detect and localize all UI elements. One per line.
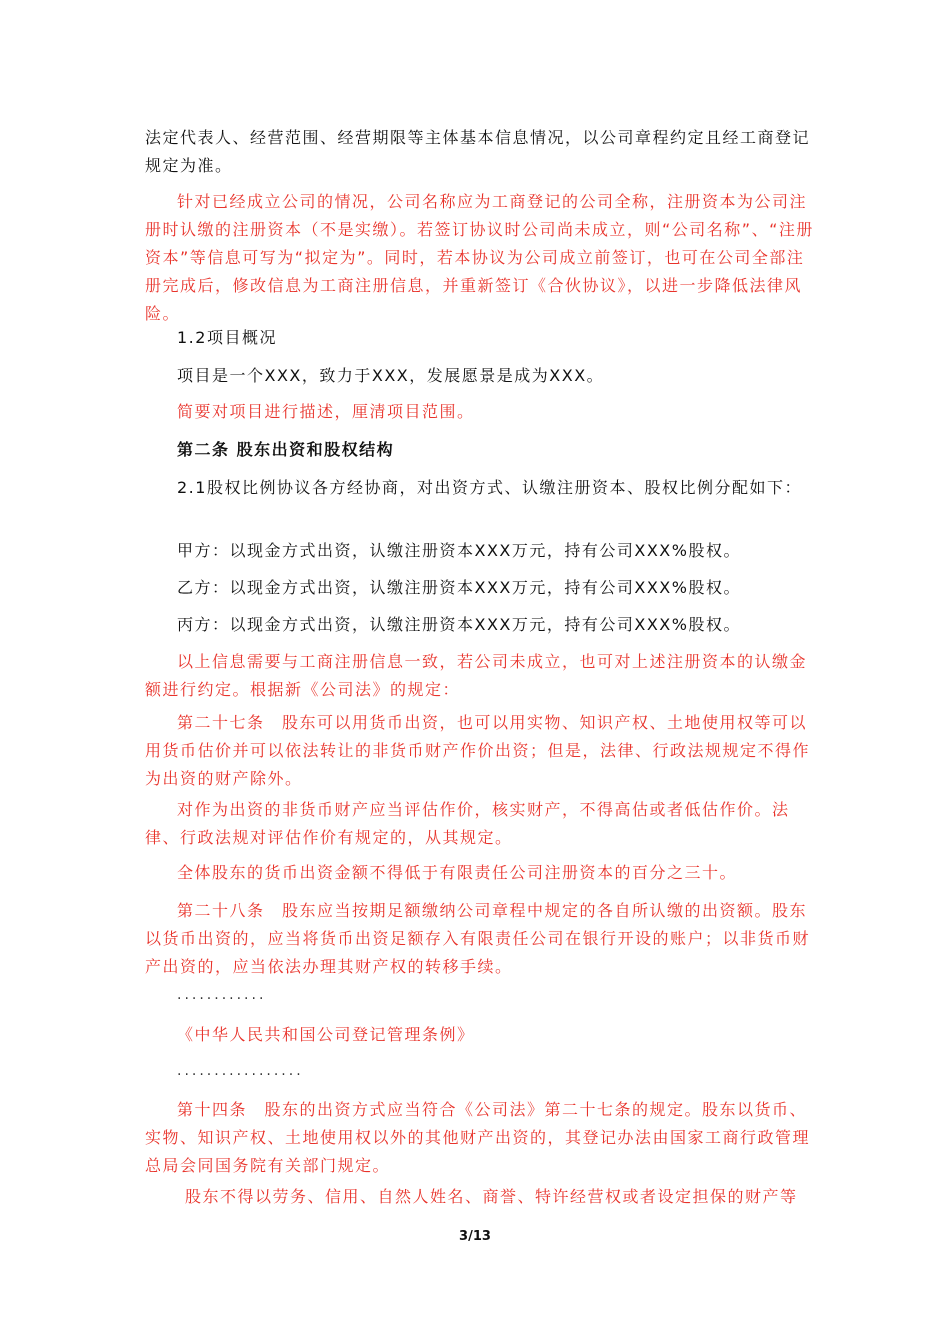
paragraph-equity-ratio: 2.1股权比例协议各方经协商，对出资方式、认缴注册资本、股权比例分配如下： bbox=[177, 478, 802, 497]
note-project-description: 简要对项目进行描述，厘清项目范围。 bbox=[177, 402, 475, 421]
law-article-28: 第二十八条 股东应当按期足额缴纳公司章程中规定的各自所认缴的出资额。股东以货币出资的，应当将货币出资足额存入有限责任公司在银行开设的账户；以非货币财产出资的，应当依法办理其财产权的转移手续。 bbox=[145, 901, 811, 976]
regulation-title: 《中华人民共和国公司登记管理条例》 bbox=[177, 1025, 475, 1044]
law-article-27: 第二十七条 股东可以用货币出资，也可以用实物、知识产权、土地使用权等可以用货币估价并可以依法转让的非货币财产作价出资；但是，法律、行政法规规定不得作为出资的财产除外。 bbox=[145, 713, 811, 788]
regulation-article-14-restriction: 股东不得以劳务、信用、自然人姓名、商誉、特许经营权或者设定担保的财产等 bbox=[185, 1187, 798, 1206]
note-registration-consistency: 以上信息需要与工商注册信息一致，若公司未成立，也可对上述注册资本的认缴金额进行约定。根据新《公司法》的规定： bbox=[145, 652, 808, 699]
law-article-27-valuation: 对作为出资的非货币财产应当评估作价，核实财产，不得高估或者低估作价。法律、行政法规对评估作价有规定的，从其规定。 bbox=[145, 800, 790, 847]
party-a-contribution: 甲方：以现金方式出资，认缴注册资本XXX万元，持有公司XXX%股权。 bbox=[177, 541, 741, 560]
ellipsis-separator-1: ............ bbox=[177, 987, 267, 1003]
article-2-heading: 第二条 股东出资和股权结构 bbox=[177, 440, 395, 459]
page-number: 3/13 bbox=[459, 1229, 491, 1244]
ellipsis-separator-2: ................. bbox=[177, 1063, 304, 1079]
law-article-27-cash-ratio: 全体股东的货币出资金额不得低于有限责任公司注册资本的百分之三十。 bbox=[177, 863, 738, 882]
party-b-contribution: 乙方：以现金方式出资，认缴注册资本XXX万元，持有公司XXX%股权。 bbox=[177, 578, 741, 597]
section-heading-1-2: 1.2项目概况 bbox=[177, 328, 277, 347]
paragraph-subject-info: 法定代表人、经营范围、经营期限等主体基本信息情况，以公司章程约定且经工商登记规定为准。 bbox=[145, 128, 811, 175]
regulation-article-14: 第十四条 股东的出资方式应当符合《公司法》第二十七条的规定。股东以货币、实物、知识产权、土地使用权以外的其他财产出资的，其登记办法由国家工商行政管理总局会同国务院有关部门规定。 bbox=[145, 1100, 811, 1175]
party-c-contribution: 丙方：以现金方式出资，认缴注册资本XXX万元，持有公司XXX%股权。 bbox=[177, 615, 741, 634]
note-company-name: 针对已经成立公司的情况，公司名称应为工商登记的公司全称，注册资本为公司注册时认缴的注册资本（不是实缴）。若签订协议时公司尚未成立，则“公司名称”、“注册资本”等信息可写为“拟定为”。同时，若本协议为公司成立前签订，也可在公司全部注册完成后，修改信息为工商注册信息，并重新签订《合伙协议》，以进一步降低法律风险。 bbox=[145, 192, 814, 323]
paragraph-project-overview: 项目是一个XXX，致力于XXX，发展愿景是成为XXX。 bbox=[177, 366, 605, 385]
